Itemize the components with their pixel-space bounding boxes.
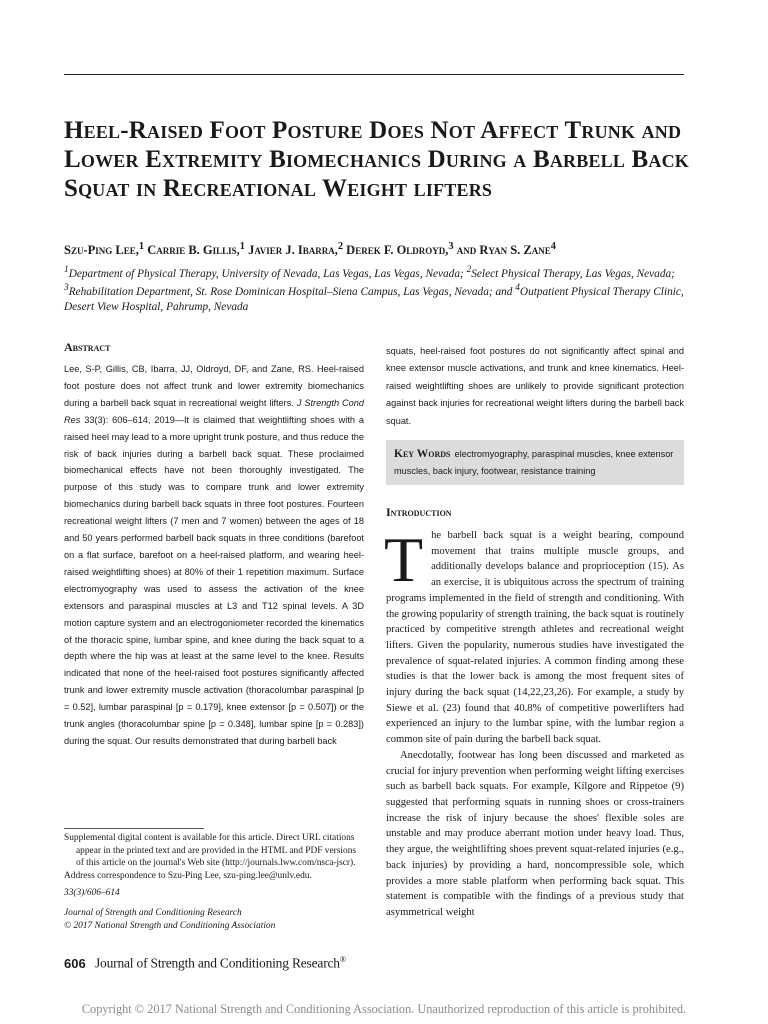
author-list bbox=[64, 239, 704, 258]
journal-name-text: Journal of Strength and Conditioning Research bbox=[95, 955, 340, 971]
keywords-label: Key Words bbox=[394, 448, 451, 461]
abstract-citation: Lee, S-P, Gillis, CB, Ibarra, JJ, Oldroyd, DF, and Zane, RS. Heel-raised foot posture does not affect trunk and lower extremity biomechanics during a barbell back squat in recreational weight lifters. bbox=[64, 364, 364, 408]
keywords-text: electromyography, paraspinal muscles, knee extensor muscles, back injury, footwear, resistance training bbox=[394, 449, 674, 476]
issue-pages: 33(3)/606–614 bbox=[64, 888, 120, 899]
affiliation: Outpatient Physical Therapy Clinic, Desert View Hospital, Pahrump, Nevada bbox=[64, 286, 684, 313]
footnote-journal: Journal of Strength and Conditioning Research bbox=[64, 907, 242, 918]
author-name: Szu-Ping Lee, bbox=[64, 243, 139, 258]
footnotes bbox=[64, 832, 364, 932]
abstract-body: It is claimed that weightlifting shoes with a raised heel may lead to a more upright trunk posture, and thus reduce the risk of back injuries during a barbell back squat. These proclaimed biomechanical effects have not been thoroughly investigated. The purpose of this study was to compare trunk and lower extremity biomechanics during barbell back squats in three foot postures. Fourteen recreational weight lifters (7 men and 7 women) between the ages of 18 and 50 years performed barbell back squats in three conditions (barefoot on a flat surface, barefoot on a heel-raised platform, and wearing heel-raised weightlifting shoes) at 80% of their 1 repetition maximum. Surface electromyography was used to assess the activation of the knee extensors and paraspinal muscles at L3 and T12 spinal levels. A 3D motion capture system and an electrogoniometer recorded the kinematics of the thoracic spine, lumbar spine, and knee during the back squat to a depth where the hip was at least at the same level to the knee. Results indicated that none of the heel-raised foot postures significantly affected trunk and lower extremity muscle activation (thoracolumbar paraspinal [p = 0.52], lumbar paraspinal [p = 0.179], knee extensor [p = 0.507]) or the trunk angles (thoracolumbar spine [p = 0.348], lumbar spine [p = 0.283]) during the squat. Our results demonstrated that during barbell back bbox=[64, 414, 364, 746]
drop-cap: T bbox=[384, 524, 424, 596]
keywords-box bbox=[386, 440, 684, 485]
right-column bbox=[386, 343, 684, 921]
correspondence-note: Address correspondence to Szu-Ping Lee, szu-ping.lee@unlv.edu. bbox=[64, 870, 312, 881]
abstract-text bbox=[64, 361, 364, 750]
journal-registered-mark: ® bbox=[339, 955, 346, 964]
affil-mark: 1 bbox=[64, 265, 69, 275]
page-number: 606 bbox=[64, 956, 86, 971]
author-affil-mark: 1 bbox=[239, 241, 245, 252]
affiliation: Department of Physical Therapy, University of Nevada, Las Vegas, Las Vegas, Nevada; bbox=[68, 267, 467, 280]
abstract-heading: Abstract bbox=[64, 340, 111, 354]
introduction-heading: Introduction bbox=[386, 505, 452, 520]
introduction-paragraph: Anecdotally, footwear has long been discussed and marketed as crucial for injury prevention when performing weight lifting exercises such as barbell back squats. For example, Kilgore and Rippetoe (9) suggested that performing squats in running shoes or cross-trainers increase the risk of injury because the shoes' flexible soles are unstable and may produce aberrant motion under heavy load. Thus, they argue, the weightlifting shoes prevent squat-related injuries (e.g., back injuries) by providing a hard, noncompressible sole, which provides a more stable platform when performing back squat. This statement is compatible with the findings of a previous study that asymmetrical weight bbox=[386, 749, 684, 918]
author-name: Carrie B. Gillis, bbox=[147, 243, 240, 258]
affiliation: Select Physical Therapy, Las Vegas, Nevada; bbox=[471, 267, 675, 280]
author-affil-mark: 2 bbox=[337, 241, 344, 252]
paragraph-text: he barbell back squat is a weight bearing, compound movement that trains multiple muscle groups, and additionally develops balance and proprioception (15). As an exercise, it is ubiquitous across the spectrum of training programs implemented in the field of strength and conditioning. With the growing popularity of strength training, the back squat is routinely practiced by competitive strength athletes and recreational weight lifters. Given the popularity, numerous studies have investigated the prevalence of squat-related injuries. A common finding among these studies is that the lower back is among the most frequent sites of injury during the back squat (14,22,23,26). For example, a study by Siewe et al. (23) found that 40.8% of competitive powerlifters had experienced an injury to the lumbar spine, with the lumbar region a common site of pain during the barbell back squat. bbox=[386, 530, 684, 746]
author-name: Derek F. Oldroyd, bbox=[346, 243, 449, 258]
author-affil-mark: 3 bbox=[448, 241, 454, 252]
header-rule bbox=[64, 74, 684, 75]
copyright-notice: Copyright © 2017 National Strength and Conditioning Association. Unauthorized reproduction of this article is prohibited. bbox=[81, 1002, 687, 1016]
introduction-paragraph bbox=[384, 524, 684, 748]
footnote-copyright: © 2017 National Strength and Conditioning Association bbox=[64, 920, 276, 931]
supplemental-note: Supplemental digital content is available for this article. Direct URL citations appear in the printed text and are provided in the HTML and PDF versions of this article on the journal's Web site (http://journals.lww.com/nsca-jscr). bbox=[64, 833, 357, 869]
abstract-continuation: squats, heel-raised foot postures do not significantly affect spinal and knee extensor muscle activations, and trunk and knee kinematics. Heel-raised weightlifting shoes are unlikely to provide significant protection against back injuries for recreational weight lifters during the barbell back squat. bbox=[386, 346, 684, 426]
left-column bbox=[64, 340, 364, 750]
journal-abbrev: J Strength Cond Res bbox=[64, 397, 364, 425]
author-affil-mark: 4 bbox=[550, 241, 556, 252]
affiliation: Rehabilitation Department, St. Rose Dominican Hospital–Siena Campus, Las Vegas, Nevada; and bbox=[68, 286, 516, 299]
journal-title-footer bbox=[95, 955, 346, 972]
author-affil-mark: 1 bbox=[138, 241, 145, 252]
author-name: and Ryan S. Zane bbox=[456, 243, 551, 258]
author-name: Javier J. Ibarra, bbox=[248, 243, 338, 258]
affil-mark: 4 bbox=[515, 283, 520, 294]
affiliations bbox=[64, 263, 684, 314]
affil-mark: 2 bbox=[466, 265, 472, 275]
affil-mark: 3 bbox=[64, 283, 69, 294]
article-title: Heel-Raised Foot Posture Does Not Affect Trunk and Lower Extremity Biomechanics During a Barbell Back Squat in Recreational Weight lifters bbox=[64, 117, 689, 202]
footnote-rule bbox=[64, 828, 204, 829]
abstract-citation-volume: 33(3): 606–614, 2019— bbox=[80, 414, 184, 425]
